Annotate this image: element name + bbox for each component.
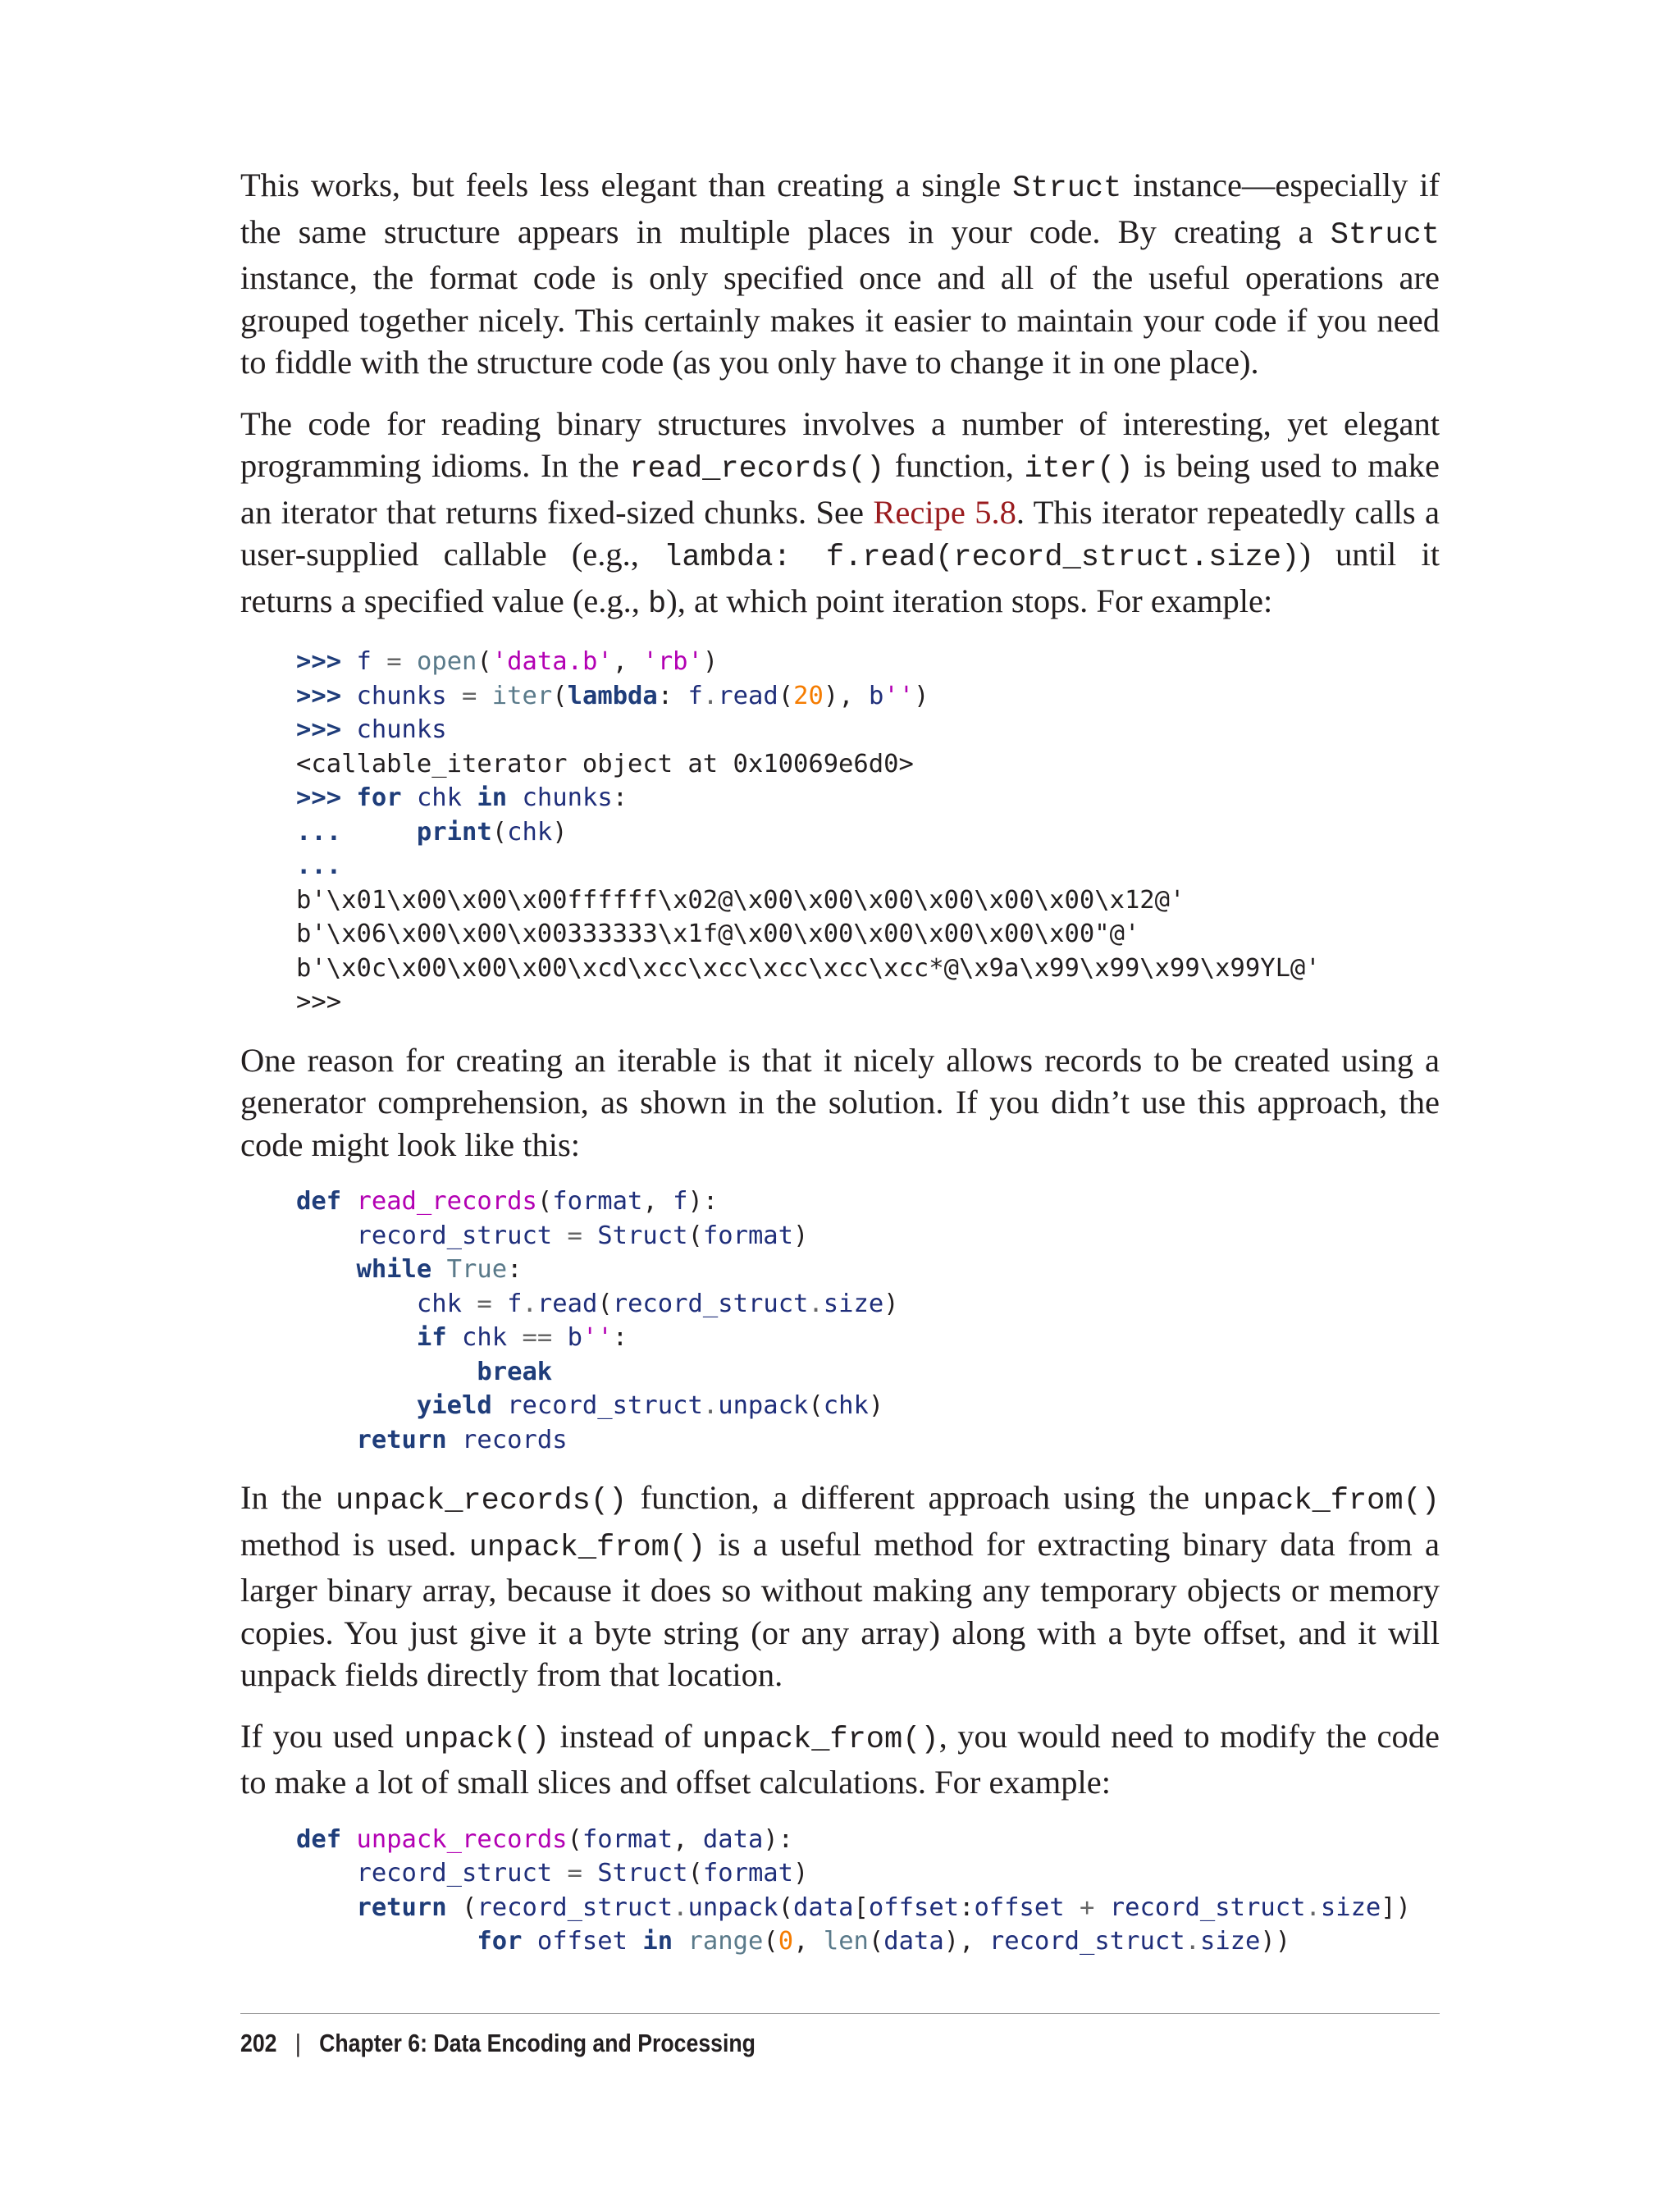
inline-code: Struct — [1330, 217, 1440, 253]
inline-code: unpack() — [404, 1722, 550, 1757]
text-run: ), at which point iteration stops. For example: — [666, 582, 1273, 619]
inline-code: Struct — [1012, 171, 1122, 206]
chapter-title: Chapter 6: Data Encoding and Processing — [319, 2029, 756, 2057]
inline-code: iter() — [1024, 452, 1134, 486]
page-number: 202 — [240, 2029, 277, 2057]
inline-code: b — [648, 587, 667, 622]
footer-text — [240, 2029, 756, 2058]
paragraph-5 — [240, 1715, 1440, 1804]
paragraph-2 — [240, 403, 1440, 627]
code-block-unpack-records: def unpack_records(format, data): record_struct = Struct(format) return (record_struct.unpack(data[offset:offset + record_struct.size]) for offset in range(0, len(data), record_struct.size)) — [296, 1824, 1412, 1956]
paragraph-3: One reason for creating an iterable is that it nicely allows records to be created using a generator comprehension, as shown in the solution. If you didn’t use this approach, the code might look like this: — [240, 1041, 1440, 1163]
text-run: instead of — [550, 1717, 702, 1755]
text-run: method is used. — [240, 1525, 469, 1563]
paragraph-1 — [240, 164, 1440, 384]
text-run: , you would need to modify the code to make a lot of small slices and offset calculations. For example: — [240, 1717, 1440, 1801]
page-footer — [240, 2013, 1440, 2057]
page-body — [240, 164, 1440, 1979]
inline-code: unpack_from() — [1203, 1484, 1440, 1518]
text-run: instance, the format code is only specified once and all of the useful operations are grouped together nicely. This certainly makes it easier to maintain your code if you need to fiddle with the structure code (as you only have to change it in one place). — [240, 259, 1440, 381]
text-run: . This iterator repeatedly calls a user-supplied callable (e.g., — [240, 493, 1440, 573]
text-run: function, — [884, 447, 1025, 484]
inline-code: unpack_from() — [468, 1530, 706, 1565]
inline-code: lambda: f.read(record_struct.size) — [664, 541, 1300, 575]
inline-code: unpack_from() — [701, 1722, 939, 1757]
recipe-link[interactable]: Recipe 5.8 — [873, 493, 1016, 531]
text-run: instance—especially if the same structure appears in multiple places in your code. By creating a — [240, 167, 1440, 250]
text-run: is being used to make an iterator that returns fixed-sized chunks. See — [240, 447, 1440, 531]
inline-code: read_records() — [629, 452, 885, 486]
inline-code: unpack_records() — [335, 1484, 628, 1518]
text-run: function, a different approach using the — [627, 1479, 1203, 1516]
paragraph-4 — [240, 1477, 1440, 1696]
text-run: is a useful method for extracting binary data from a larger binary array, because it does so without making any temporary objects or memory copies. You just give it a byte string (or any array) along with a byte offset, and it will unpack fields directly from that location. — [240, 1525, 1440, 1693]
code-block-read-records: def read_records(format, f): record_struct = Struct(format) while True: chk = f.read(record_struct.size) if chk == b'': break yield record_struct.unpack(chk) return records — [296, 1187, 899, 1454]
text-run: ) until it returns a specified value (e.g., — [240, 536, 1440, 619]
text-run: In the — [240, 1479, 336, 1516]
code-block-interactive: >>> f = open('data.b', 'rb') >>> chunks = iter(lambda: f.read(20), b'') >>> chunks <callable_iterator object at 0x10069e6d0> >>> for chk in chunks: ... print(chk) ... b'\x01\x00\x00\x00ffffff\x02@\x00\x00\x00\x00\x00\x00\x12@' b'\x06\x00\x00\x00333333\x1f@\x00\x00\x00\x00\x00\x00"@' b'\x0c\x00\x00\x00\xcd\xcc\xcc\xcc\xcc\xcc*@\x9a\x99\x99\x99\x99YL@' >>> — [296, 647, 1321, 1016]
footer-separator: | — [294, 2029, 301, 2057]
text-run: The code for reading binary structures involves a number of interesting, yet elegant programming idioms. In the — [240, 404, 1440, 484]
text-run: If you used — [240, 1717, 404, 1755]
text-run: This works, but feels less elegant than creating a single — [240, 167, 1013, 203]
